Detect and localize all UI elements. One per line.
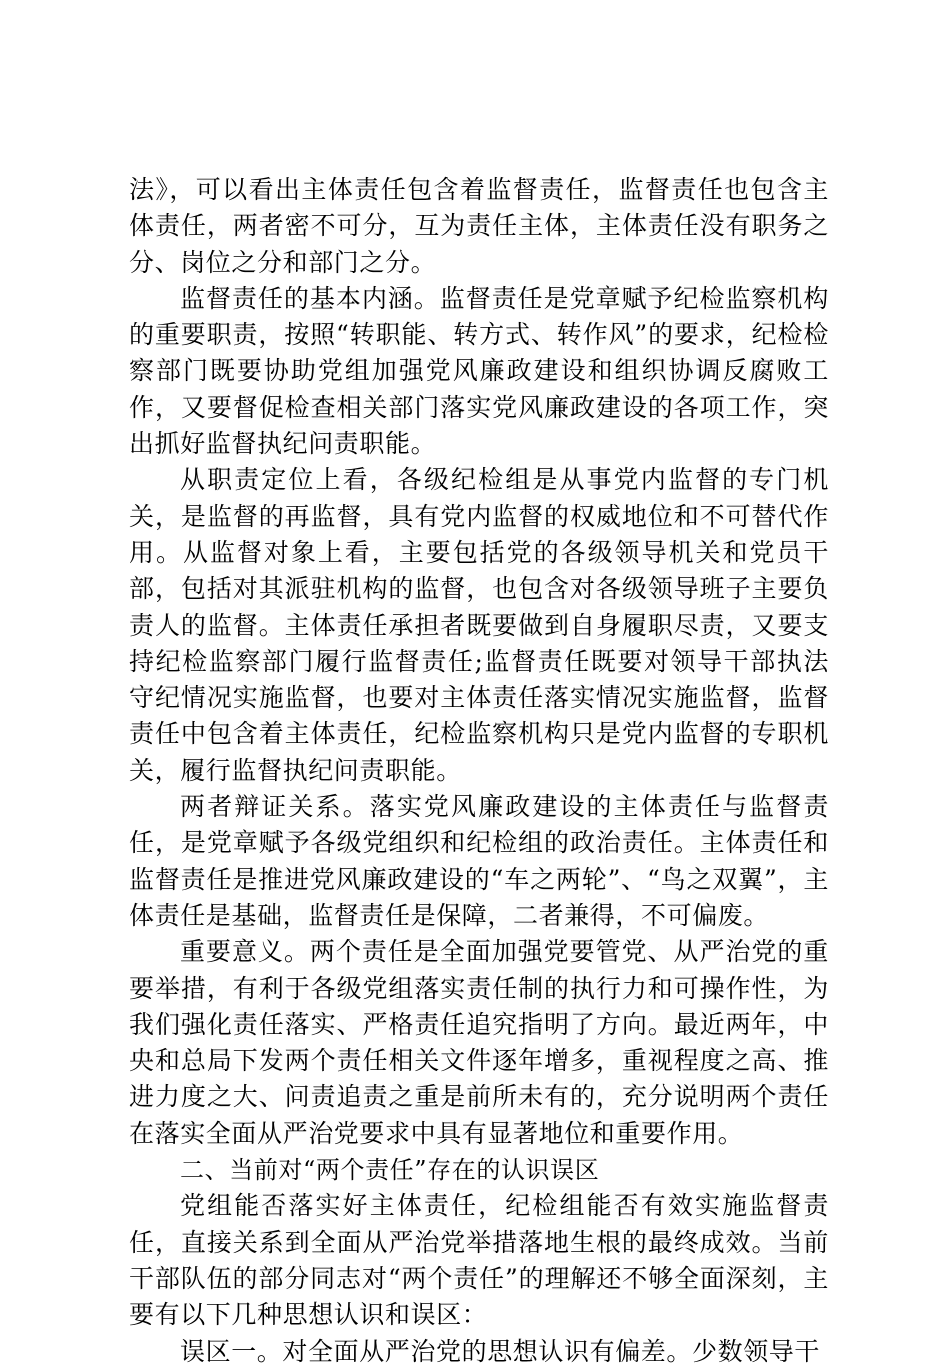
document-body (129, 172, 829, 1370)
paragraph-7: 误区一。对全面从严治党的思想认识有偏差。少数领导干 (180, 1336, 821, 1366)
paragraph-3: 从职责定位上看，各级纪检组是从事党内监督的专门机关，是监督的再监督，具有党内监督的权威地位和不可替代作用。从监督对象上看，主要包括党的各级领导机关和党员干部，包括对其派驻机构的监督，也包含对各级领导班子主要负责人的监督。主体责任承担者既要做到自身履职尽责，又要支持纪检监察部门履行监督责任;监督责任既要对领导干部执法守纪情况实施监督，也要对主体责任落实情况实施监督，监督责任中包含着主体责任，纪检监察机构只是党内监督的专职机关，履行监督执纪问责职能。 (129, 465, 829, 785)
section-heading: 二、当前对“两个责任”存在的认识误区 (180, 1156, 600, 1185)
paragraph-6: 党组能否落实好主体责任，纪检组能否有效实施监督责任，直接关系到全面从严治党举措落地生根的最终成效。当前干部队伍的部分同志对“两个责任”的理解还不够全面深刻，主要有以下几种思想认识和误区： (129, 1191, 829, 1330)
paragraph-2: 监督责任的基本内涵。监督责任是党章赋予纪检监察机构的重要职责，按照“转职能、转方式、转作风”的要求，纪检检察部门既要协助党组加强党风廉政建设和组织协调反腐败工作，又要督促检查相关部门落实党风廉政建设的各项工作，突出抓好监督执纪问责职能。 (129, 283, 829, 459)
paragraph-1: 法》，可以看出主体责任包含着监督责任，监督责任也包含主体责任，两者密不可分，互为责任主体，主体责任没有职务之分、岗位之分和部门之分。 (129, 175, 829, 277)
paragraph-4: 两者辩证关系。落实党风廉政建设的主体责任与监督责任，是党章赋予各级党组织和纪检组的政治责任。主体责任和监督责任是推进党风廉政建设的“车之两轮”、“鸟之双翼”，主体责任是基础，监督责任是保障，二者兼得，不可偏废。 (129, 792, 829, 930)
paragraph-5: 重要意义。两个责任是全面加强党要管党、从严治党的重要举措，有利于各级党组落实责任制的执行力和可操作性，为我们强化责任落实、严格责任追究指明了方向。最近两年，中央和总局下发两个责任相关文件逐年增多，重视程度之高、推进力度之大、问责追责之重是前所未有的，充分说明两个责任在落实全面从严治党要求中具有显著地位和重要作用。 (129, 937, 829, 1148)
